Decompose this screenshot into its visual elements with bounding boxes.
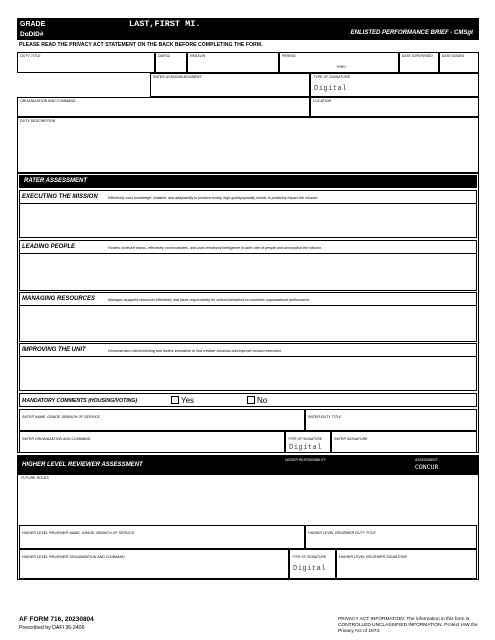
signature-type-field[interactable]: TYPE OF SIGNATURE Digital <box>310 73 479 97</box>
hlr-header: HIGHER LEVEL REVIEWER ASSESSMENT HIGHER RESPONSIBILITY ASSESSMENT CONCUR <box>17 455 479 475</box>
rater-signature-field[interactable]: RATER SIGNATURE <box>331 431 477 453</box>
section-title: EXECUTING THE MISSION <box>22 194 98 200</box>
rater-name-field[interactable]: RATER NAME, GRADE, BRANCH OF SERVICE <box>19 409 305 431</box>
date-signed-field[interactable]: DATE SIGNED <box>439 52 479 73</box>
executing-mission-section[interactable] <box>19 190 477 238</box>
improving-unit-section[interactable] <box>19 343 477 391</box>
hlr-name-field[interactable]: HIGHER LEVEL REVIEWER NAME, GRADE, BRANCH OF SERVICE <box>19 525 305 549</box>
org-command-field[interactable]: ORGANIZATION AND COMMAND <box>17 97 310 117</box>
section-title: MANAGING RESOURCES <box>22 296 96 302</box>
dafsc-field[interactable]: DAFSC <box>155 52 187 73</box>
yes-label: Yes <box>181 396 195 405</box>
period-field[interactable]: PERIOD THRU <box>279 52 399 73</box>
mandatory-comments-row: MANDATORY COMMENTS (HOUSING/VOTING) Yes No <box>19 393 477 407</box>
location-field[interactable]: LOCATION <box>310 97 479 117</box>
section-desc: Manages assigned resources effectively and takes responsibility for actions/behaviors to maximize organizational performance. <box>108 298 311 302</box>
dodid-label: DoDID# <box>20 31 44 38</box>
grade-label: GRADE <box>20 21 46 28</box>
assessment-value[interactable]: CONCUR <box>415 464 439 471</box>
ratee-ack-field[interactable]: RATEE ACKNOWLEDGMENT <box>150 73 310 97</box>
privacy-notice: PLEASE READ THE PRIVACY ACT STATEMENT ON THE BACK BEFORE COMPLETING THE FORM. <box>19 42 263 48</box>
form-id: AF FORM 716, 20230804 <box>19 616 94 623</box>
managing-resources-section[interactable] <box>19 292 477 342</box>
no-label: No <box>257 396 268 405</box>
section-title: LEADING PEOPLE <box>22 244 76 250</box>
rater-org-field[interactable]: RATER ORGANIZATION AND COMMAND <box>19 431 285 453</box>
privacy-footer: PRIVACY ACT INFORMATION: The information in this form is CONTROLLED UNCLASSIFIED INFORMATION. Protect IAW the Privacy Act of 1974. <box>338 617 478 634</box>
section-desc: Fosters cohesive teams, effectively communicates, and uses emotional intelligence to take care of people and accomplish the mission. <box>108 246 322 250</box>
section-title: IMPROVING THE UNIT <box>22 347 86 353</box>
form-title: ENLISTED PERFORMANCE BRIEF - CMSgt <box>350 30 473 36</box>
prescribed-by: Prescribed by DAFI 36-2406 <box>19 625 85 631</box>
rater-assessment-header: RATER ASSESSMENT <box>19 175 477 188</box>
form-header <box>17 18 479 40</box>
rater-sig-type-field[interactable]: TYPE OF SIGNATURE Digital <box>285 431 331 453</box>
yes-checkbox[interactable] <box>171 396 179 404</box>
ratee-name: LAST,FIRST MI. <box>129 19 201 29</box>
section-desc: Effectively uses knowledge, initiative, and adaptability to produce timely, high quality/quantity results to positively impact the mission. <box>108 196 319 200</box>
leading-people-section[interactable] <box>19 240 477 291</box>
duty-description-field[interactable]: DUTY DESCRIPTION <box>17 117 479 173</box>
no-checkbox[interactable] <box>247 396 255 404</box>
section-desc: Demonstrates critical thinking and fosters innovation to find creative solutions and improve mission execution. <box>108 349 282 353</box>
reason-field[interactable]: REASON <box>187 52 279 73</box>
hlr-signature-field[interactable]: HIGHER LEVEL REVIEWER SIGNATURE <box>336 549 477 579</box>
duty-title-field[interactable]: DUTY TITLE <box>17 52 155 73</box>
rater-duty-field[interactable]: RATER DUTY TITLE <box>305 409 477 431</box>
hlr-sig-type-field[interactable]: TYPE OF SIGNATURE Digital <box>289 549 336 579</box>
date-supervised-field[interactable]: DATE SUPERVISED <box>399 52 439 73</box>
hlr-duty-field[interactable]: HIGHER LEVEL REVIEWER DUTY TITLE <box>305 525 477 549</box>
hlr-org-field[interactable]: HIGHER LEVEL REVIEWER ORGANIZATION AND COMMAND <box>19 549 289 579</box>
future-roles-field[interactable]: FUTURE ROLES <box>21 476 49 480</box>
